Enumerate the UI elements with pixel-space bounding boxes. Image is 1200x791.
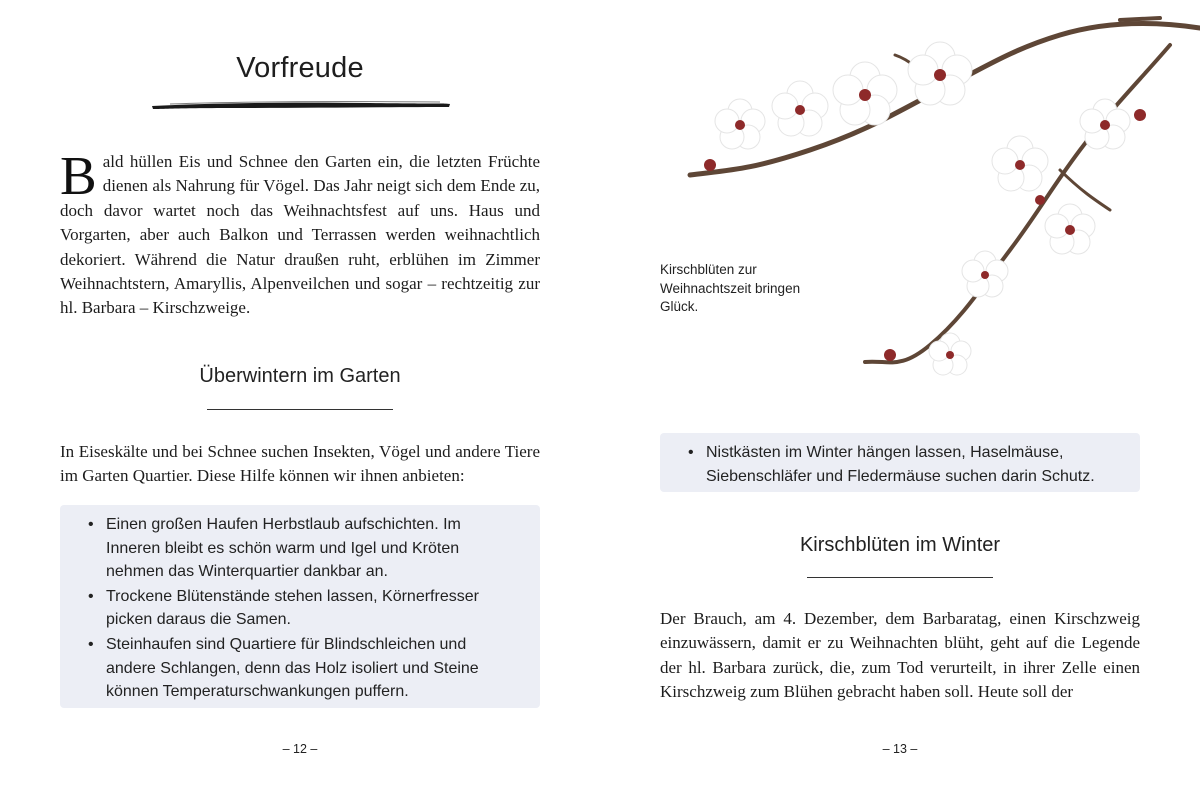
- subheading-rule: [807, 577, 993, 578]
- bullet-symbol: •: [688, 444, 694, 461]
- blossoms: [704, 42, 1146, 375]
- page-number-left: – 12 –: [282, 742, 318, 756]
- tips-box: [60, 505, 540, 708]
- tips-box-continued: [660, 433, 1140, 492]
- intro-paragraph: [60, 145, 540, 321]
- subheading-ueberwintern: Überwintern im Garten: [199, 365, 401, 387]
- cherry-blossom-image: [640, 0, 1200, 400]
- right-page: [600, 0, 1200, 791]
- subheading-rule: [207, 409, 393, 410]
- list-item: • Trockene Blütenstände stehen lassen, Körnerfresser picken daraus die Samen.: [88, 585, 512, 632]
- tips-list: [88, 513, 512, 704]
- body-paragraph: Der Brauch, am 4. Dezember, dem Barbaratag, einen Kirschzweig einzuwässern, damit er zu Weihnachten blüht, geht auf die Legende der hl. Barbara zurück, die, zum Tod verurteilt, in ihrer Zelle einen Kirschzweig zum Blühen gebracht haben soll. Heute soll der: [660, 609, 1140, 702]
- page-number-right: – 13 –: [882, 742, 918, 756]
- subheading-kirschblueten: Kirschblüten im Winter: [799, 534, 1001, 556]
- bullet-symbol: •: [88, 635, 94, 653]
- drop-cap: B: [60, 145, 97, 206]
- list-item: • Einen großen Haufen Herbstlaub aufschichten. Im Inneren bleibt es schön warm und Igel und Kröten nehmen das Winterquartier dankbar an.: [88, 513, 512, 584]
- brush-stroke-divider: [150, 98, 452, 112]
- tips-list: [688, 441, 1112, 488]
- bullet-symbol: •: [88, 516, 94, 533]
- intro-text: ald hüllen Eis und Schnee den Garten ein, die letzten Früchte dienen als Nahrung für Vögel. Das Jahr neigt sich dem Ende zu, doch davor wartet noch das Weihnachtsfest auf uns. Haus und Vorgarten, aber auch Balkon und Terrassen werden weihnachtlich dekoriert. Während die Natur draußen ruht, erblühen im Zimmer Weihnachtstern, Amaryllis, Alpenveilchen und sogar – rechtzeitig zur hl. Barbara – Kirschzweige.: [60, 152, 540, 318]
- bullet-symbol: •: [88, 587, 94, 605]
- image-caption: Kirschblüten zur Weihnachtszeit bringen Glück.: [660, 262, 801, 314]
- body-paragraph: In Eiseskälte und bei Schnee suchen Insekten, Vögel und andere Tiere im Garten Quartier. Diese Hilfe können wir ihnen anbieten:: [60, 442, 540, 486]
- list-item: • Steinhaufen sind Quartiere für Blindschleichen und andere Schlangen, denn das Holz isoliert und Steine können Temperaturschwankungen puffern.: [88, 633, 512, 704]
- chapter-title: Vorfreude: [236, 52, 364, 84]
- list-item: • Nistkästen im Winter hängen lassen, Haselmäuse, Siebenschläfer und Fledermäuse suchen darin Schutz.: [688, 441, 1112, 488]
